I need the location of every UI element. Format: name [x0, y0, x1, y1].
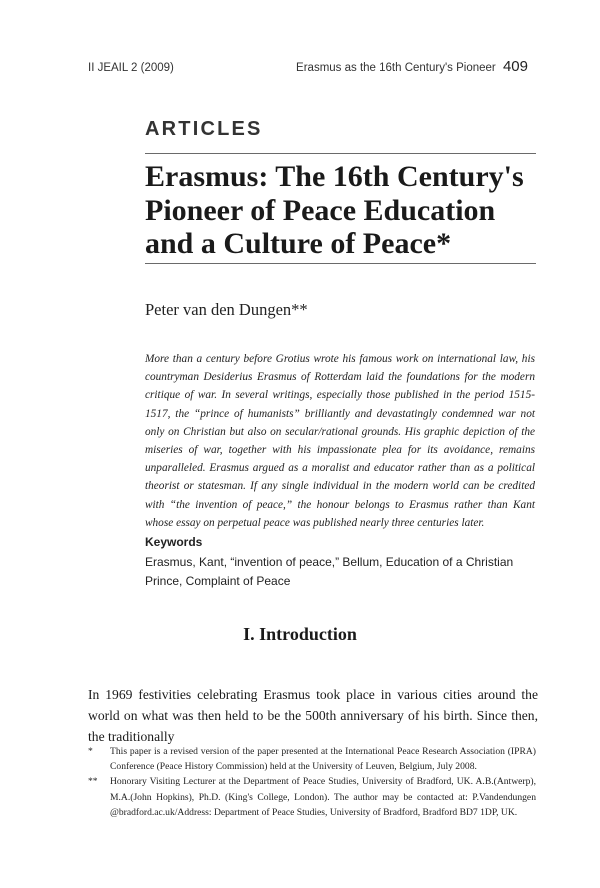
article-title: Erasmus: The 16th Century's Pioneer of Peace Education and a Culture of Peace*: [145, 160, 524, 260]
journal-citation: II JEAIL 2 (2009): [88, 62, 174, 74]
footnote-marker: **: [88, 776, 98, 788]
running-title: Erasmus as the 16th Century's Pioneer: [296, 62, 496, 74]
section-label: ARTICLES: [145, 118, 263, 140]
footnote-1: [88, 744, 536, 774]
footnote-text: Honorary Visiting Lecturer at the Department of Peace Studies, University of Bradford, UK. A.B.(Antwerp), M.A.(John Hopkins), Ph.D. (King's College, London). The author may be contacted at: P.Vandendungen @bradford.ac.uk/Address: Department of Peace Studies, University of Bradford, Bradford BD7 1DP, UK.: [110, 776, 536, 818]
keywords-heading: Keywords: [145, 535, 203, 549]
page-number: 409: [502, 58, 528, 75]
title-rule-top: [145, 153, 536, 154]
body-paragraph: In 1969 festivities celebrating Erasmus took place in various cities around the world on what was then held to be the 500th anniversary of his birth. Since then, the traditionally: [88, 687, 538, 744]
footnotes: [88, 744, 536, 820]
title-rule-bottom: [145, 263, 536, 264]
running-header: [88, 58, 528, 78]
footnote-marker: *: [88, 746, 93, 757]
footnote-2: [88, 774, 536, 820]
footnote-text: This paper is a revised version of the paper presented at the International Peace Research Association (IPRA) Conference (Peace History Commission) held at the University of Leuven, Belgium, July 2008.: [110, 746, 536, 773]
running-title-group: [296, 58, 528, 75]
abstract: More than a century before Grotius wrote his famous work on international law, his countryman Desiderius Erasmus of Rotterdam laid the foundations for the modern critique of war. In several writings, especially those published in the period 1515-1517, the “prince of humanists” brilliantly and devastatingly condemned war not only on Christian but also on secular/rational grounds. His graphic depiction of the miseries of war, together with his impassionate plea for its avoidance, remains unparalleled. Erasmus argued as a moralist and educator rather than as a political theorist or statesman. If any single individual in the modern world can be credited with “the invention of peace,” the honour belongs to Erasmus rather than Kant whose essay on perpetual peace was published nearly three centuries later.: [145, 353, 535, 529]
keywords-text: Erasmus, Kant, “invention of peace,” Bellum, Education of a Christian Prince, Complaint of Peace: [145, 555, 514, 588]
section-heading-introduction: I. Introduction: [243, 624, 357, 644]
author-name: Peter van den Dungen**: [145, 300, 308, 319]
